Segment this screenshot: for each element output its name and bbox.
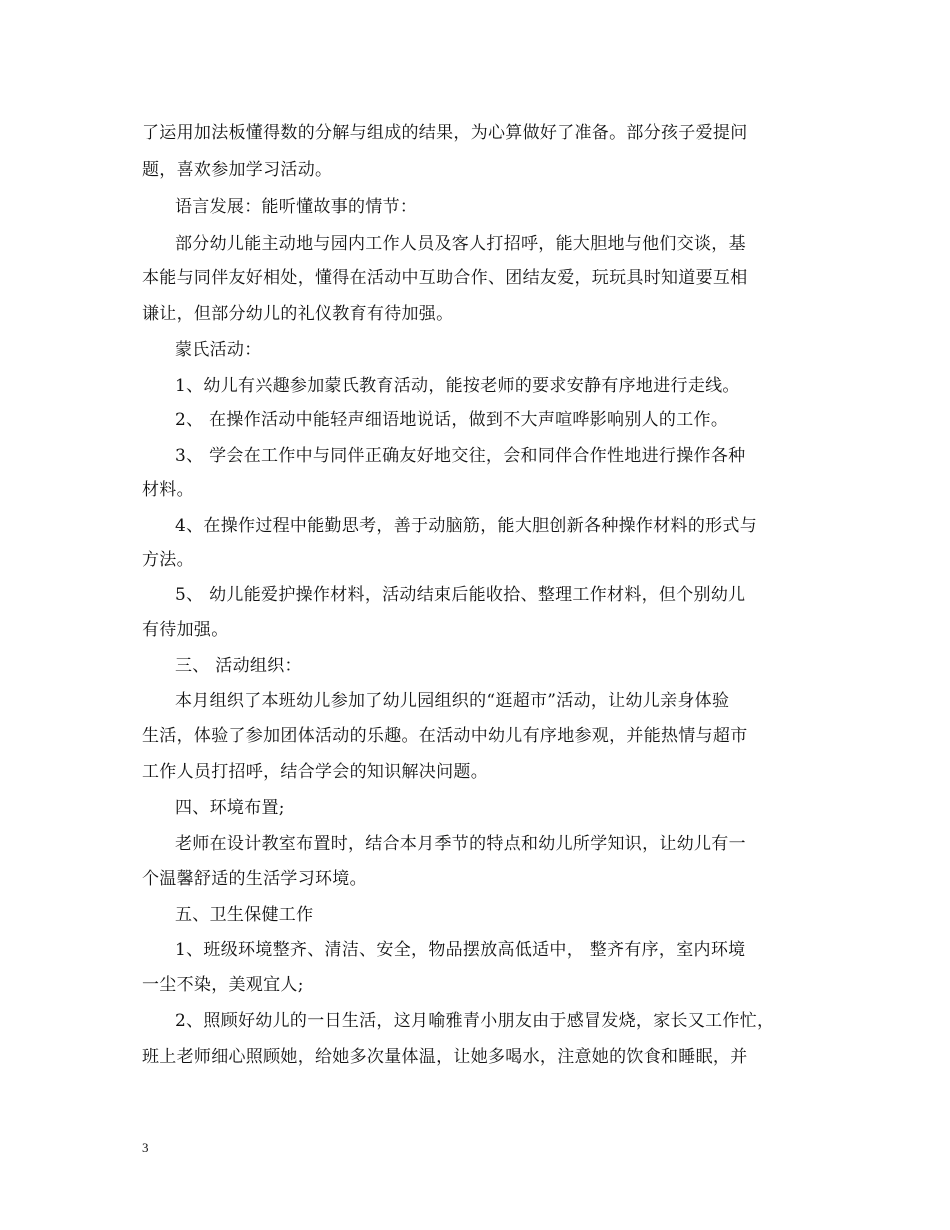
text-line: 本能与同伴友好相处，懂得在活动中互助合作、团结友爱，玩玩具时知道要互相 bbox=[142, 268, 748, 288]
list-item: 3、 学会在工作中与同伴正确友好地交往，会和同伴合作性地进行操作各种 bbox=[175, 446, 746, 466]
section-heading: 五、卫生保健工作 bbox=[175, 905, 314, 925]
list-item: 2、 在操作活动中能轻声细语地说话，做到不大声喧哗影响别人的工作。 bbox=[175, 410, 729, 430]
text-line: 语言发展：能听懂故事的情节： bbox=[175, 197, 418, 217]
text-line: 老师在设计教室布置时，结合本月季节的特点和幼儿所学知识，让幼儿有一 bbox=[175, 834, 746, 854]
list-item: 5、 幼儿能爱护操作材料，活动结束后能收拾、整理工作材料，但个别幼儿 bbox=[175, 585, 746, 605]
text-line: 题，喜欢参加学习活动。 bbox=[142, 160, 333, 180]
text-line: 材料。 bbox=[142, 480, 194, 500]
section-heading: 蒙氏活动： bbox=[175, 340, 262, 360]
text-line: 部分幼儿能主动地与园内工作人员及客人打招呼，能大胆地与他们交谈，基 bbox=[175, 234, 746, 254]
text-line: 本月组织了本班幼儿参加了幼儿园组织的“逛超市”活动，让幼儿亲身体验 bbox=[175, 691, 730, 711]
list-item: 2、照顾好幼儿的一日生活，这月喻雅青小朋友由于感冒发烧，家长又工作忙， bbox=[175, 1011, 775, 1031]
text-line: 个温馨舒适的生活学习环境。 bbox=[142, 869, 367, 889]
section-heading: 三、 活动组织： bbox=[175, 656, 302, 676]
text-line: 生活，体验了参加团体活动的乐趣。在活动中幼儿有序地参观，并能热情与超市 bbox=[142, 726, 748, 746]
list-item: 1、幼儿有兴趣参加蒙氏教育活动，能按老师的要求安静有序地进行走线。 bbox=[175, 376, 740, 396]
text-line: 谦让，但部分幼儿的礼仪教育有待加强。 bbox=[142, 304, 454, 324]
text-line: 了运用加法板懂得数的分解与组成的结果，为心算做好了准备。部分孩子爱提问 bbox=[142, 123, 748, 143]
page-number: 3 bbox=[142, 1140, 149, 1155]
text-line: 班上老师细心照顾她，给她多次量体温，让她多喝水，注意她的饮食和睡眠，并 bbox=[142, 1047, 748, 1067]
list-item: 4、在操作过程中能勤思考，善于动脑筋，能大胆创新各种操作材料的形式与 bbox=[175, 516, 758, 536]
list-item: 1、班级环境整齐、清洁、安全，物品摆放高低适中， 整齐有序，室内环境 bbox=[175, 940, 746, 960]
text-line: 工作人员打招呼，结合学会的知识解决问题。 bbox=[142, 762, 488, 782]
text-line: 一尘不染，美观宜人; bbox=[142, 975, 304, 995]
text-line: 方法。 bbox=[142, 550, 194, 570]
text-line: 有待加强。 bbox=[142, 620, 229, 640]
section-heading: 四、环境布置; bbox=[175, 798, 285, 818]
